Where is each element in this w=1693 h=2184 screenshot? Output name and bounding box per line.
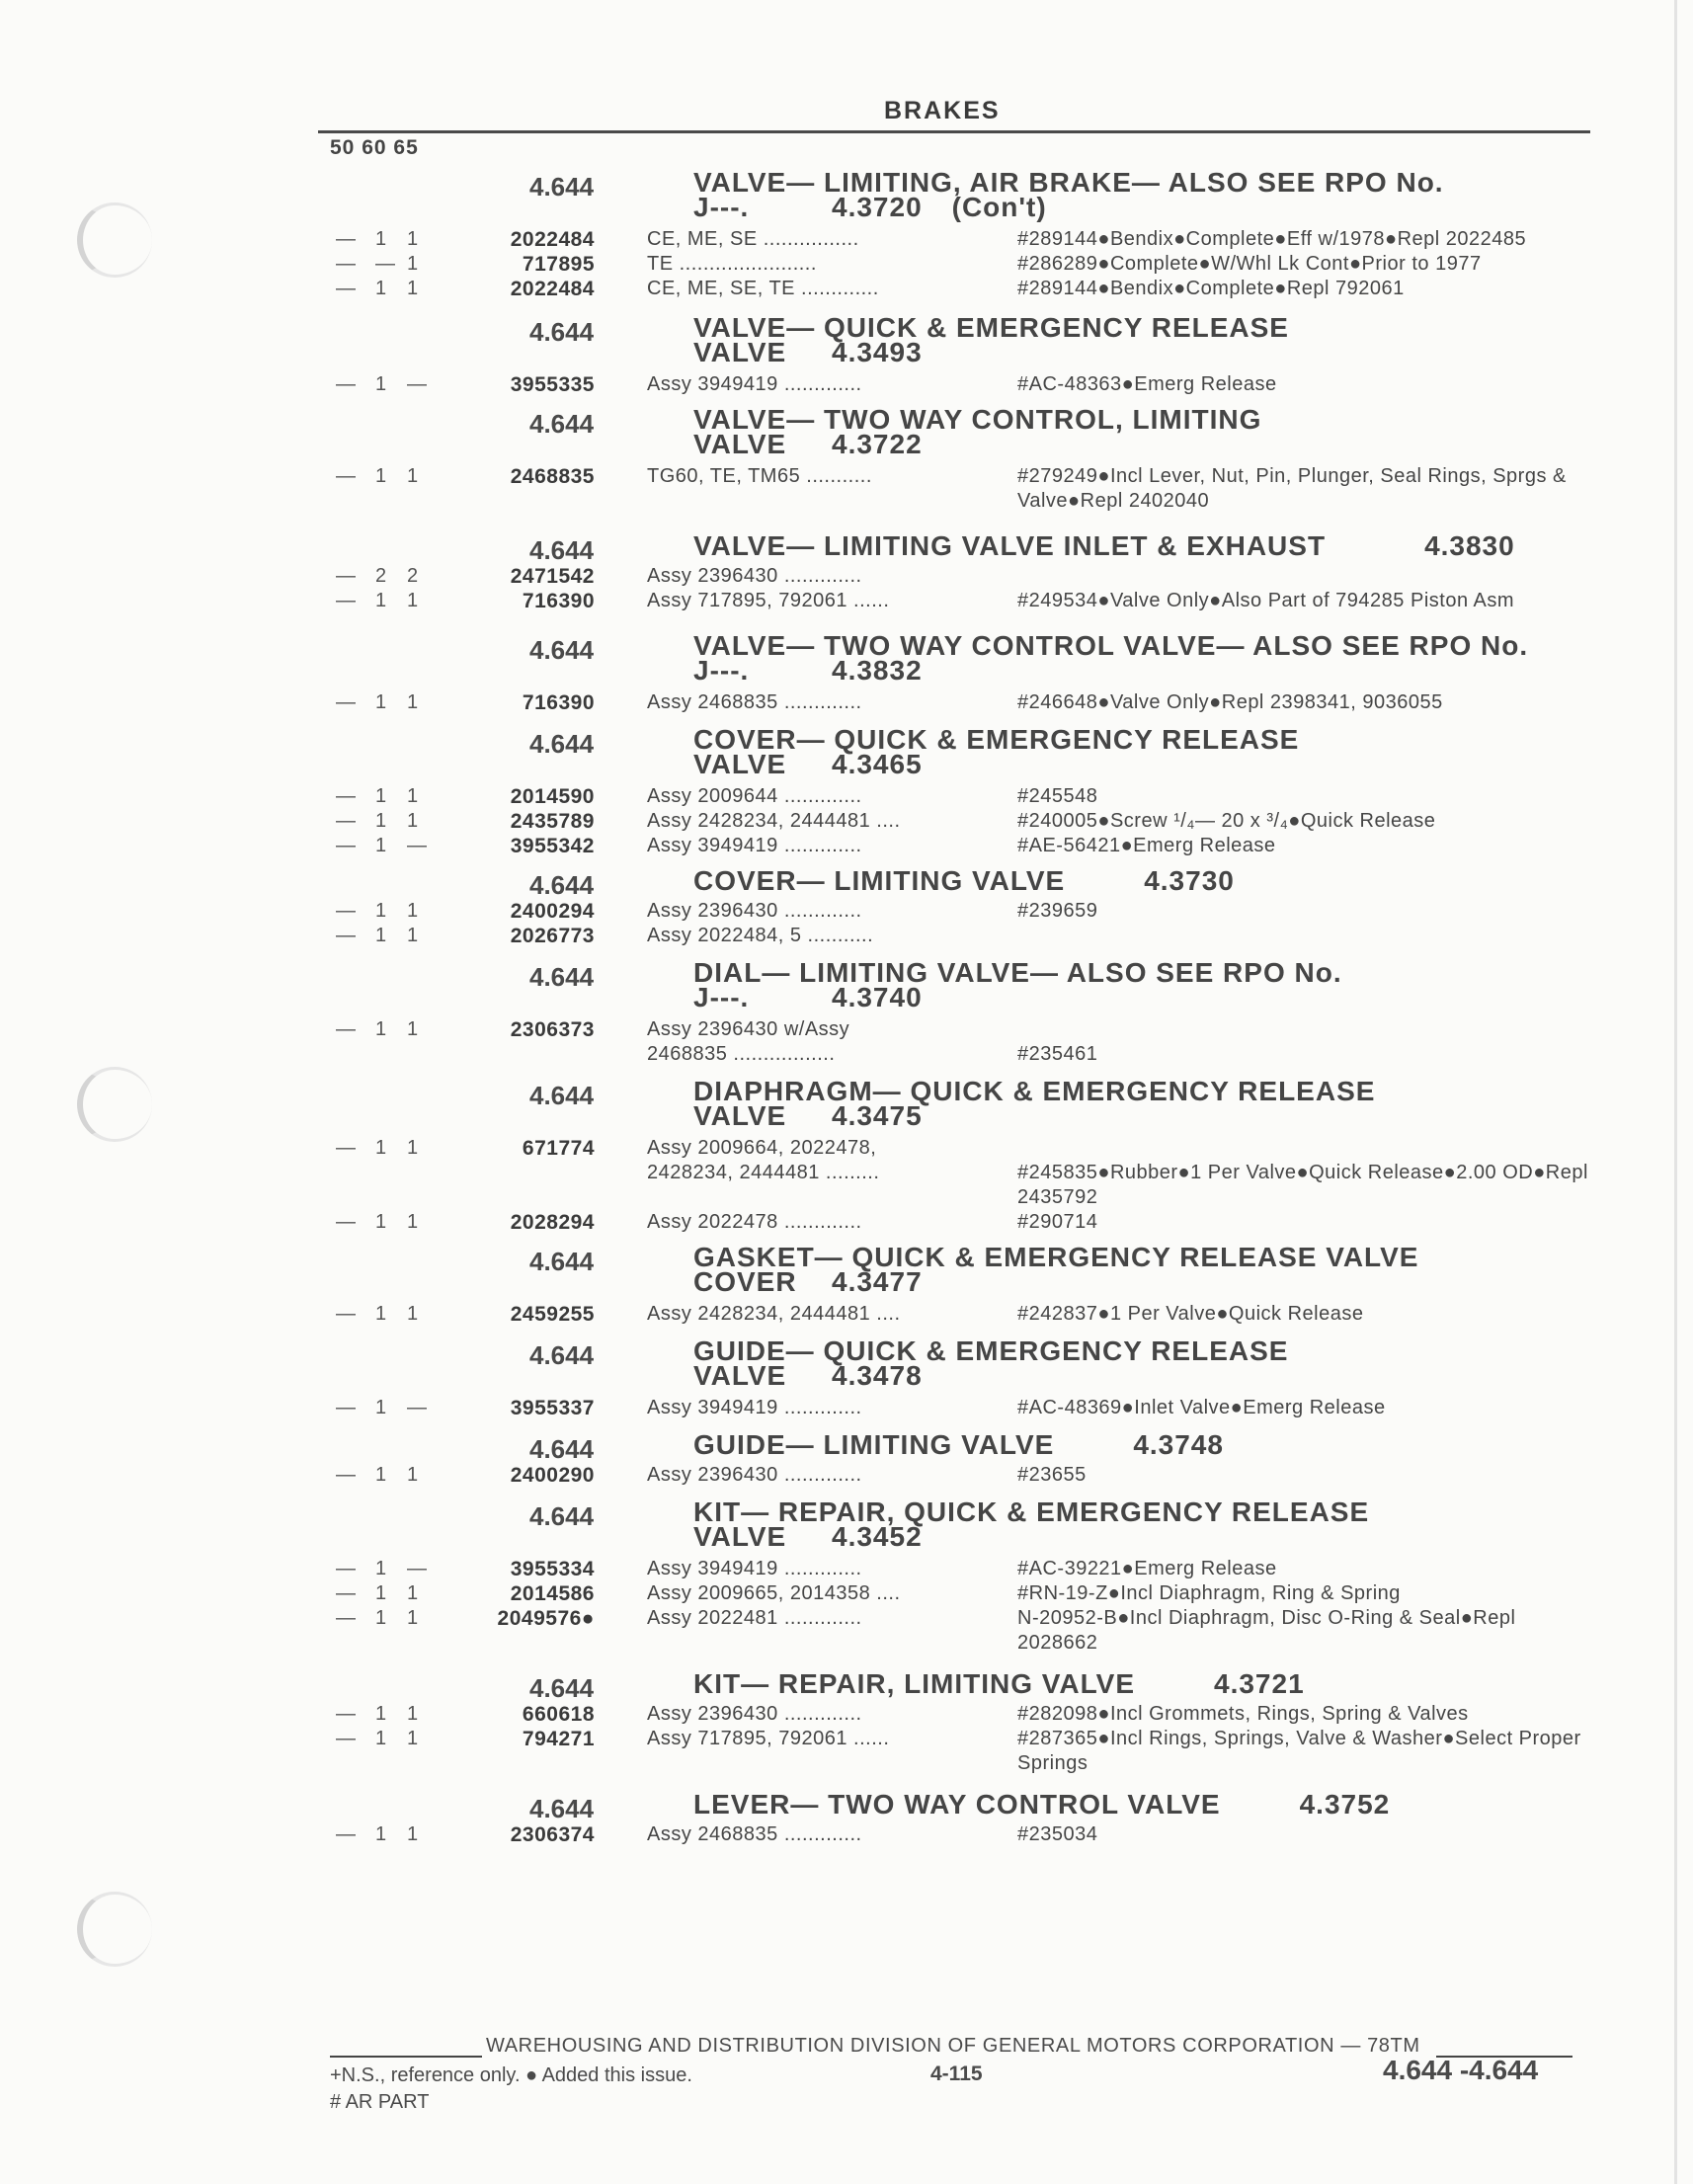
section-title: [693, 1786, 1600, 1820]
year-60-qty: 1: [375, 1397, 387, 1418]
part-row: [326, 372, 1600, 397]
section-title-cont: VALVE: [693, 1100, 787, 1131]
section-header: [326, 1333, 1600, 1390]
year-50-qty: —: [336, 1211, 357, 1233]
section-title-cont: VALVE: [693, 1521, 787, 1552]
year-65-qty: 1: [407, 253, 419, 275]
part-note: #287365●Incl Rings, Springs, Valve & Washer●Select Proper Springs: [1017, 1728, 1581, 1774]
year-50-qty: —: [336, 1703, 357, 1725]
section-code: 4.644: [529, 1673, 595, 1703]
year-50-qty: —: [336, 1397, 357, 1418]
part-row: [326, 1822, 1600, 1847]
part-number: 660618: [522, 1703, 595, 1726]
part-row: [326, 1302, 1600, 1327]
footer-division-text: WAREHOUSING AND DISTRIBUTION DIVISION OF GENERAL MOTORS CORPORATION — 78TM: [486, 2035, 1420, 2057]
year-65-qty: 1: [407, 228, 419, 250]
section-title: [693, 1665, 1600, 1699]
year-60-qty: 1: [375, 278, 387, 299]
year-60-qty: 1: [375, 1558, 387, 1579]
section-ref: 4.3832: [832, 655, 923, 686]
section: [326, 1239, 1600, 1327]
part-row: [326, 277, 1600, 301]
section: [326, 721, 1600, 858]
part-number: 671774: [522, 1137, 595, 1160]
application: Assy 2396430 .............: [647, 1464, 862, 1486]
application: 2428234, 2444481 .........: [647, 1162, 880, 1183]
section-title-text: VALVE— TWO WAY CONTROL, LIMITING: [693, 404, 1262, 435]
section-code: 4.644: [529, 535, 595, 565]
application: Assy 717895, 792061 ......: [647, 590, 890, 611]
part-row: [326, 1606, 1600, 1656]
part-number: 2049576●: [497, 1607, 595, 1630]
year-65-qty: 1: [407, 1018, 419, 1040]
part-note: #AE-56421●Emerg Release: [1017, 835, 1276, 856]
year-50-qty: —: [336, 253, 357, 275]
section-ref: 4.3748: [1133, 1429, 1224, 1460]
application: Assy 2396430 .............: [647, 565, 862, 587]
year-60-qty: 1: [375, 590, 387, 611]
year-65-qty: 1: [407, 1703, 419, 1725]
part-number: 2026773: [510, 925, 595, 947]
year-65-qty: 1: [407, 1464, 419, 1486]
part-note: #23655: [1017, 1464, 1087, 1486]
part-number: 2014586: [510, 1582, 595, 1605]
part-note: #289144●Bendix●Complete●Repl 792061: [1017, 278, 1405, 299]
section-ref: 4.3477: [832, 1266, 923, 1297]
section-title-text: GUIDE— LIMITING VALVE: [693, 1429, 1055, 1460]
header-rule: [318, 130, 1590, 133]
part-note: #235461: [1017, 1043, 1098, 1065]
year-65-qty: 1: [407, 785, 419, 807]
section-title-text: VALVE— QUICK & EMERGENCY RELEASE: [693, 312, 1289, 343]
page-range: 4.644 -4.644: [1383, 2055, 1539, 2085]
section-title: [693, 1426, 1600, 1460]
section-title-cont: VALVE: [693, 1360, 787, 1391]
part-row: [326, 1042, 1600, 1067]
section: [326, 1073, 1600, 1235]
section-code: 4.644: [529, 729, 595, 759]
year-50-qty: —: [336, 373, 357, 395]
section-ref: 4.3720: [832, 192, 923, 222]
page-number: 4-115: [930, 2063, 983, 2085]
section-title-text: COVER— LIMITING VALVE: [693, 865, 1066, 896]
year-65-qty: 1: [407, 925, 419, 946]
year-65-qty: 1: [407, 278, 419, 299]
section-header: [326, 1786, 1600, 1823]
section-code: 4.644: [529, 172, 595, 202]
section-title-text: DIAPHRAGM— QUICK & EMERGENCY RELEASE: [693, 1076, 1376, 1106]
part-row: [326, 464, 1600, 514]
section-header: [326, 1494, 1600, 1551]
section-title-text: VALVE— LIMITING VALVE INLET & EXHAUST: [693, 530, 1327, 561]
section-title: [693, 164, 1600, 221]
footer-rule-left: [330, 2033, 482, 2058]
section-title: [693, 401, 1600, 458]
part-row: [326, 1210, 1600, 1235]
part-row: [326, 1727, 1600, 1776]
year-60-qty: 1: [375, 1823, 387, 1845]
year-50-qty: —: [336, 835, 357, 856]
year-50-qty: —: [336, 691, 357, 713]
part-number: 2022484: [510, 278, 595, 300]
binder-hole-middle: [77, 1067, 152, 1142]
year-50-qty: —: [336, 1018, 357, 1040]
section-title: [693, 309, 1600, 366]
part-number: 794271: [522, 1728, 595, 1750]
year-60-qty: 1: [375, 900, 387, 922]
parts-list: [326, 158, 1600, 1847]
section-code: 4.644: [529, 1081, 595, 1110]
part-number: 716390: [522, 590, 595, 612]
year-65-qty: 1: [407, 691, 419, 713]
year-50-qty: —: [336, 1728, 357, 1749]
section-title: [693, 1239, 1600, 1296]
part-row: [326, 589, 1600, 613]
year-60-qty: 1: [375, 373, 387, 395]
part-number: 2022484: [510, 228, 595, 251]
section-code: 4.644: [529, 1340, 595, 1370]
part-row: [326, 899, 1600, 924]
section-ref: 4.3478: [832, 1360, 923, 1391]
part-row: [326, 784, 1600, 809]
year-65-qty: —: [407, 1558, 428, 1579]
part-row: [326, 924, 1600, 948]
part-number: 3955334: [510, 1558, 595, 1580]
section-title-text: COVER— QUICK & EMERGENCY RELEASE: [693, 724, 1300, 755]
year-50-qty: —: [336, 1607, 357, 1629]
section: [326, 309, 1600, 397]
year-60-qty: —: [375, 253, 396, 275]
year-50-qty: —: [336, 810, 357, 832]
section-title-cont: COVER: [693, 1266, 797, 1297]
application: Assy 2022478 .............: [647, 1211, 862, 1233]
section-title-text: VALVE— LIMITING, AIR BRAKE— ALSO SEE RPO No.: [693, 167, 1444, 198]
part-row: [326, 227, 1600, 252]
application: Assy 2009644 .............: [647, 785, 862, 807]
part-note: #245548: [1017, 785, 1098, 807]
year-50-qty: —: [336, 465, 357, 487]
section-title-text: KIT— REPAIR, LIMITING VALVE: [693, 1668, 1135, 1699]
section-code: 4.644: [529, 635, 595, 665]
section-title-cont: J---.: [693, 192, 750, 222]
year-60-qty: 1: [375, 1607, 387, 1629]
year-65-qty: —: [407, 1397, 428, 1418]
section: [326, 627, 1600, 715]
part-number: 2435789: [510, 810, 595, 833]
year-65-qty: —: [407, 835, 428, 856]
year-50-qty: —: [336, 228, 357, 250]
section-ref: 4.3722: [832, 429, 923, 459]
section-code: 4.644: [529, 1434, 595, 1464]
section: [326, 527, 1600, 613]
year-60-qty: 1: [375, 785, 387, 807]
section: [326, 1665, 1600, 1776]
year-50-qty: —: [336, 590, 357, 611]
section-ref: 4.3752: [1299, 1789, 1391, 1820]
section-header: [326, 862, 1600, 900]
year-65-qty: 1: [407, 1728, 419, 1749]
section-code: 4.644: [529, 1247, 595, 1276]
year-60-qty: 1: [375, 810, 387, 832]
part-row: [326, 834, 1600, 858]
year-65-qty: 1: [407, 1303, 419, 1325]
section-title-text: GUIDE— QUICK & EMERGENCY RELEASE: [693, 1335, 1289, 1366]
section: [326, 954, 1600, 1067]
part-note: N-20952-B●Incl Diaphragm, Disc O-Ring & Seal●Repl 2028662: [1017, 1607, 1516, 1654]
section: [326, 1333, 1600, 1420]
section-ref: 4.3740: [832, 982, 923, 1012]
part-note: #239659: [1017, 900, 1098, 922]
application: Assy 2468835 .............: [647, 1823, 862, 1845]
part-note: #289144●Bendix●Complete●Eff w/1978●Repl 2022485: [1017, 228, 1527, 250]
section-title: [693, 862, 1600, 896]
part-row: [326, 1557, 1600, 1581]
part-number: 716390: [522, 691, 595, 714]
section-ref-extra: (Con't): [951, 192, 1047, 222]
year-60-qty: 1: [375, 691, 387, 713]
section-title-text: DIAL— LIMITING VALVE— ALSO SEE RPO No.: [693, 957, 1342, 988]
section-header: [326, 1426, 1600, 1464]
application: TG60, TE, TM65 ...........: [647, 465, 872, 487]
part-row: [326, 1581, 1600, 1606]
section-title-text: VALVE— TWO WAY CONTROL VALVE— ALSO SEE RPO No.: [693, 630, 1529, 661]
footnote-ar: # AR PART: [330, 2091, 430, 2113]
year-50-qty: —: [336, 1558, 357, 1579]
part-note: #279249●Incl Lever, Nut, Pin, Plunger, Seal Rings, Sprgs & Valve●Repl 2402040: [1017, 465, 1567, 512]
part-number: 3955342: [510, 835, 595, 857]
section-code: 4.644: [529, 1794, 595, 1823]
section-ref: 4.3452: [832, 1521, 923, 1552]
section-title-text: KIT— REPAIR, QUICK & EMERGENCY RELEASE: [693, 1496, 1370, 1527]
year-50-qty: —: [336, 1582, 357, 1604]
part-number: 2028294: [510, 1211, 595, 1234]
year-65-qty: 1: [407, 810, 419, 832]
part-note: #AC-39221●Emerg Release: [1017, 1558, 1277, 1579]
year-60-qty: 1: [375, 1582, 387, 1604]
section-code: 4.644: [529, 1501, 595, 1531]
application: Assy 2022484, 5 ...........: [647, 925, 874, 946]
application: Assy 3949419 .............: [647, 1558, 862, 1579]
part-note: #290714: [1017, 1211, 1098, 1233]
section-title-cont: VALVE: [693, 337, 787, 367]
year-50-qty: —: [336, 1303, 357, 1325]
year-65-qty: 1: [407, 590, 419, 611]
binder-hole-top: [77, 202, 152, 278]
year-65-qty: —: [407, 373, 428, 395]
year-50-qty: —: [336, 1137, 357, 1159]
section-code: 4.644: [529, 962, 595, 992]
part-number: 3955337: [510, 1397, 595, 1419]
section-code: 4.644: [529, 870, 595, 900]
part-note: #282098●Incl Grommets, Rings, Spring & Valves: [1017, 1703, 1469, 1725]
part-note: #AC-48363●Emerg Release: [1017, 373, 1277, 395]
year-60-qty: 1: [375, 925, 387, 946]
part-row: [326, 1017, 1600, 1042]
section-code: 4.644: [529, 317, 595, 347]
section-ref: 4.3465: [832, 749, 923, 779]
year-65-qty: 1: [407, 900, 419, 922]
section-title: [693, 954, 1600, 1011]
year-50-qty: —: [336, 900, 357, 922]
section-title-cont: VALVE: [693, 429, 787, 459]
part-row: [326, 1161, 1600, 1210]
section-header: [326, 1073, 1600, 1130]
section-header: [326, 721, 1600, 778]
year-65-qty: 1: [407, 1823, 419, 1845]
section: [326, 1494, 1600, 1656]
year-50-qty: —: [336, 785, 357, 807]
part-number: 2014590: [510, 785, 595, 808]
application: Assy 3949419 .............: [647, 373, 862, 395]
application: Assy 2022481 .............: [647, 1607, 862, 1629]
year-60-qty: 1: [375, 1303, 387, 1325]
part-row: [326, 1396, 1600, 1420]
section-code: 4.644: [529, 409, 595, 439]
section-ref: 4.3730: [1144, 865, 1235, 896]
part-number: 2400294: [510, 900, 595, 923]
year-50-qty: —: [336, 1464, 357, 1486]
section-title: [693, 1073, 1600, 1130]
page-title: BRAKES: [884, 97, 1001, 124]
part-note: #249534●Valve Only●Also Part of 794285 Piston Asm: [1017, 590, 1515, 611]
section-title: [693, 1333, 1600, 1390]
year-50-qty: —: [336, 565, 357, 587]
part-note: #242837●1 Per Valve●Quick Release: [1017, 1303, 1364, 1325]
part-row: [326, 564, 1600, 589]
section-title-cont: VALVE: [693, 749, 787, 779]
year-65-qty: 1: [407, 1211, 419, 1233]
application: Assy 2396430 .............: [647, 900, 862, 922]
year-60-qty: 1: [375, 1018, 387, 1040]
section-title-text: GASKET— QUICK & EMERGENCY RELEASE VALVE: [693, 1242, 1419, 1272]
part-note: #RN-19-Z●Incl Diaphragm, Ring & Spring: [1017, 1582, 1401, 1604]
year-50-qty: —: [336, 925, 357, 946]
application: Assy 2428234, 2444481 ....: [647, 810, 901, 832]
part-note: #245835●Rubber●1 Per Valve●Quick Release●2.00 OD●Repl 2435792: [1017, 1162, 1588, 1208]
application: Assy 2468835 .............: [647, 691, 862, 713]
part-number: 2306373: [510, 1018, 595, 1041]
year-50-qty: —: [336, 1823, 357, 1845]
section-header: [326, 627, 1600, 685]
part-number: 2306374: [510, 1823, 595, 1846]
part-number: 2459255: [510, 1303, 595, 1326]
section-header: [326, 401, 1600, 458]
part-number: 717895: [522, 253, 595, 276]
part-note: #286289●Complete●W/Whl Lk Cont●Prior to 1977: [1017, 253, 1482, 275]
application: Assy 2009664, 2022478,: [647, 1137, 877, 1159]
part-note: #235034: [1017, 1823, 1098, 1845]
year-columns: 50 60 65: [330, 136, 419, 159]
year-65-qty: 2: [407, 565, 419, 587]
application: Assy 3949419 .............: [647, 1397, 862, 1418]
year-60-qty: 1: [375, 1728, 387, 1749]
section-title-cont: J---.: [693, 982, 750, 1012]
footnote-ns: +N.S., reference only. ● Added this issue.: [330, 2064, 692, 2086]
year-65-qty: 1: [407, 1137, 419, 1159]
section-header: [326, 1239, 1600, 1296]
part-number: 2468835: [510, 465, 595, 488]
part-row: [326, 1136, 1600, 1161]
part-note: #246648●Valve Only●Repl 2398341, 9036055: [1017, 691, 1443, 713]
section-header: [326, 527, 1600, 565]
part-row: [326, 690, 1600, 715]
year-60-qty: 1: [375, 835, 387, 856]
application: Assy 2396430 w/Assy: [647, 1018, 850, 1040]
part-number: 2471542: [510, 565, 595, 588]
year-60-qty: 1: [375, 1703, 387, 1725]
application: Assy 3949419 .............: [647, 835, 862, 856]
page-edge: [1674, 0, 1677, 2184]
section-title: [693, 1494, 1600, 1551]
year-60-qty: 2: [375, 565, 387, 587]
section-ref: 4.3721: [1214, 1668, 1305, 1699]
year-60-qty: 1: [375, 228, 387, 250]
application: Assy 2396430 .............: [647, 1703, 862, 1725]
year-60-qty: 1: [375, 465, 387, 487]
year-65-qty: 1: [407, 1607, 419, 1629]
section-title: [693, 721, 1600, 778]
section-title-cont: J---.: [693, 655, 750, 686]
application: CE, ME, SE, TE .............: [647, 278, 879, 299]
application: Assy 2428234, 2444481 ....: [647, 1303, 901, 1325]
section: [326, 1426, 1600, 1488]
section-title: [693, 627, 1600, 685]
part-row: [326, 1463, 1600, 1488]
section: [326, 862, 1600, 948]
year-60-qty: 1: [375, 1137, 387, 1159]
application: Assy 717895, 792061 ......: [647, 1728, 890, 1749]
part-row: [326, 1702, 1600, 1727]
part-row: [326, 809, 1600, 834]
application: CE, ME, SE ................: [647, 228, 859, 250]
section: [326, 164, 1600, 301]
section-ref: 4.3493: [832, 337, 923, 367]
section-ref: 4.3475: [832, 1100, 923, 1131]
section-header: [326, 309, 1600, 366]
year-50-qty: —: [336, 278, 357, 299]
part-row: [326, 252, 1600, 277]
section: [326, 401, 1600, 514]
binder-hole-bottom: [77, 1892, 152, 1967]
application: TE .......................: [647, 253, 817, 275]
application: 2468835 .................: [647, 1043, 836, 1065]
section: [326, 1786, 1600, 1847]
section-header: [326, 164, 1600, 221]
section-ref: 4.3830: [1424, 530, 1515, 561]
part-number: 2400290: [510, 1464, 595, 1487]
part-note: #240005●Screw ¹/₄— 20 x ³/₄●Quick Release: [1017, 810, 1436, 832]
year-65-qty: 1: [407, 1582, 419, 1604]
year-60-qty: 1: [375, 1464, 387, 1486]
section-header: [326, 954, 1600, 1011]
section-header: [326, 1665, 1600, 1703]
section-title-text: LEVER— TWO WAY CONTROL VALVE: [693, 1789, 1221, 1820]
section-title: [693, 527, 1600, 561]
part-note: #AC-48369●Inlet Valve●Emerg Release: [1017, 1397, 1386, 1418]
year-65-qty: 1: [407, 465, 419, 487]
year-60-qty: 1: [375, 1211, 387, 1233]
part-number: 3955335: [510, 373, 595, 396]
application: Assy 2009665, 2014358 ....: [647, 1582, 901, 1604]
